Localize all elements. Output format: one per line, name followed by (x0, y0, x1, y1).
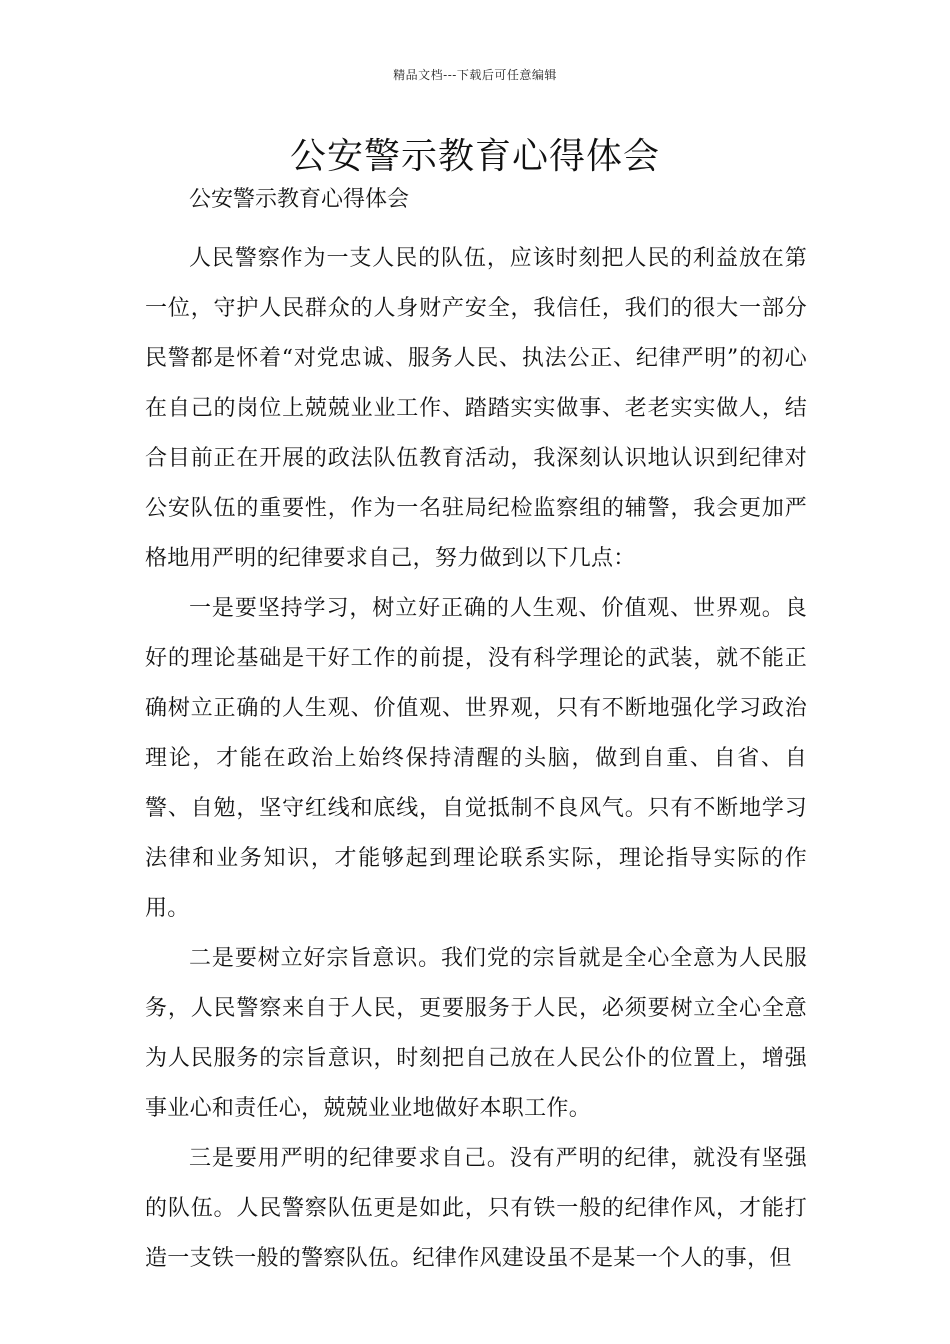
paragraph-point-three: 三是要用严明的纪律要求自己。没有严明的纪律，就没有坚强的队伍。人民警察队伍更是如此，只有铁一般的纪律作风，才能打造一支铁一般的警察队伍。纪律作风建设虽不是某一个人的事，但 (145, 1146, 807, 1271)
paragraph-point-one: 一是要坚持学习，树立好正确的人生观、价值观、世界观。良好的理论基础是干好工作的前提，没有科学理论的武装，就不能正确树立正确的人生观、价值观、世界观，只有不断地强化学习政治理论，才能在政治上始终保持清醒的头脑，做到自重、自省、自警、自勉，坚守红线和底线，自觉抵制不良风气。只有不断地学习法律和业务知识，才能够起到理论联系实际，理论指导实际的作用。 (145, 596, 807, 921)
paragraph-intro: 人民警察作为一支人民的队伍，应该时刻把人民的利益放在第一位，守护人民群众的人身财产安全，我信任，我们的很大一部分民警都是怀着“对党忠诚、服务人民、执法公正、纪律严明”的初心在自己的岗位上兢兢业业工作、踏踏实实做事、老老实实做人，结合目前正在开展的政法队伍教育活动，我深刻认识地认识到纪律对公安队伍的重要性，作为一名驻局纪检监察组的辅警，我会更加严格地用严明的纪律要求自己，努力做到以下几点： (145, 246, 807, 571)
document-body (145, 180, 807, 1284)
document-title: 公安警示教育心得体会 (289, 136, 660, 177)
document-subtitle: 公安警示教育心得体会 (189, 187, 410, 212)
paragraph-point-two: 二是要树立好宗旨意识。我们党的宗旨就是全心全意为人民服务，人民警察来自于人民，更要服务于人民，必须要树立全心全意为人民服务的宗旨意识，时刻把自己放在人民公仆的位置上，增强事业心和责任心，兢兢业业地做好本职工作。 (145, 946, 807, 1121)
header-note: 精品文档---下载后可任意编辑 (393, 68, 557, 82)
